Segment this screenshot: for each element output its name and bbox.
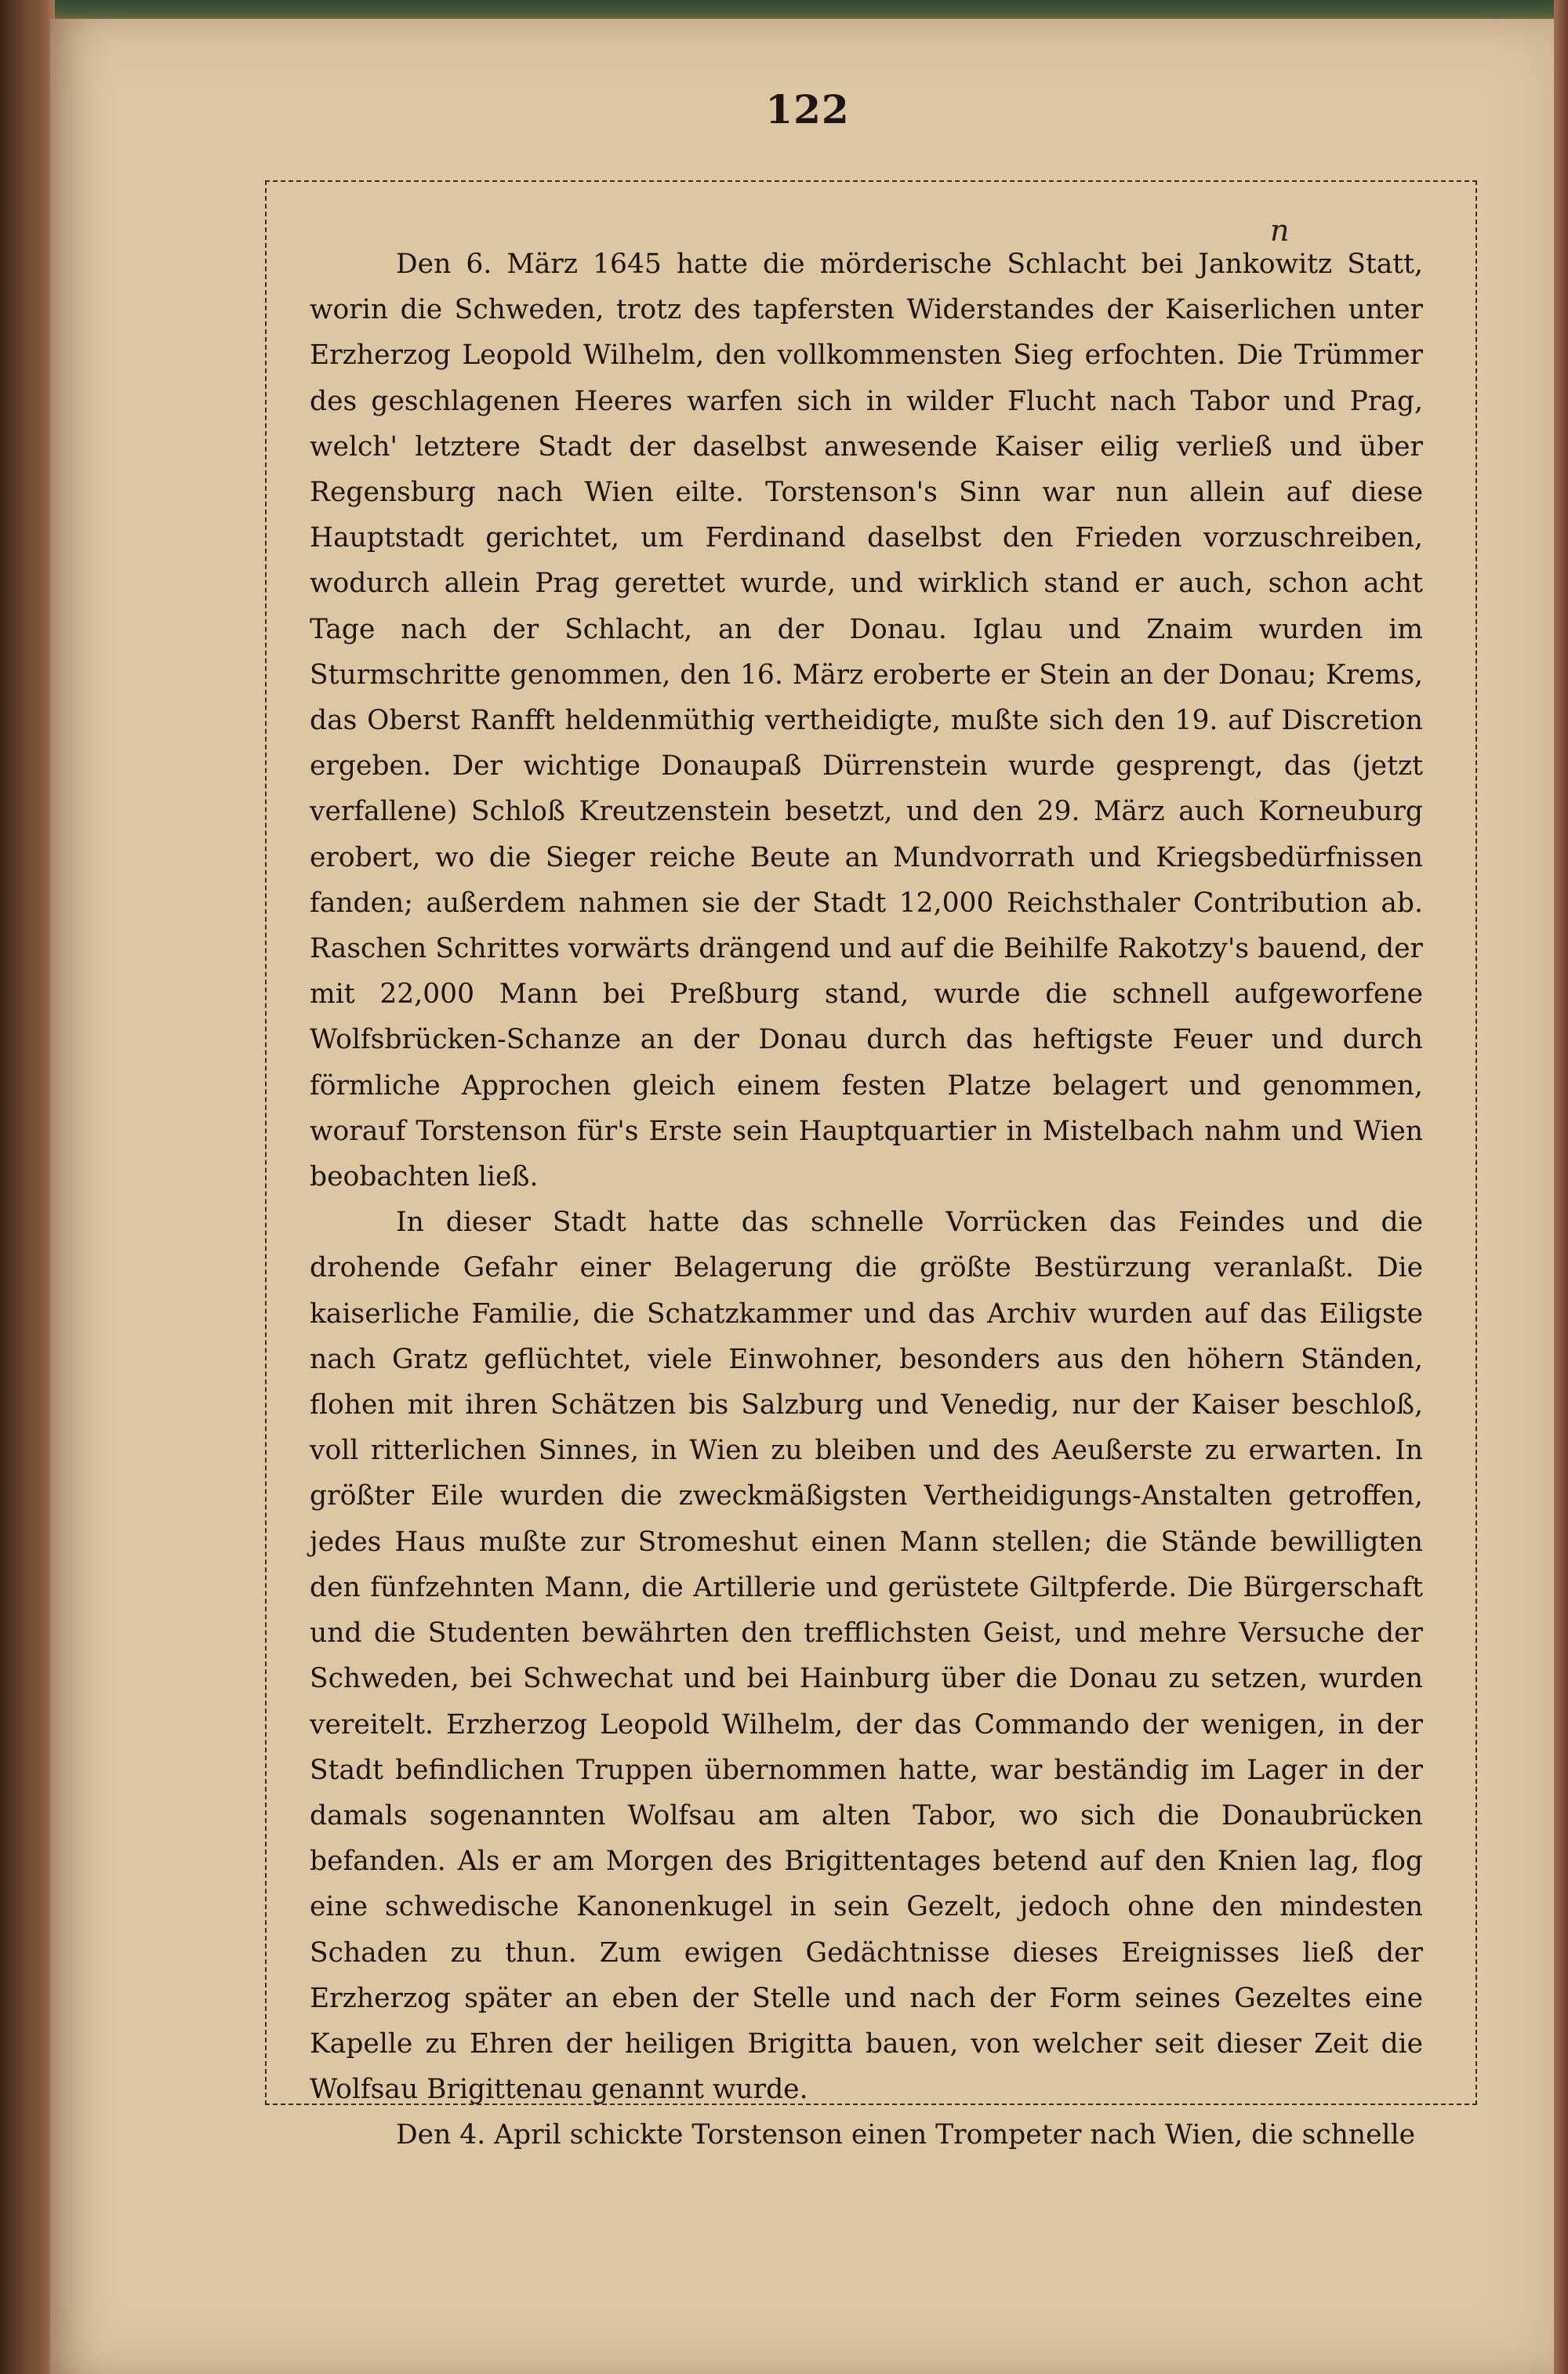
body-text — [310, 241, 1423, 2158]
paragraph-2: In dieser Stadt hatte das schnelle Vorrücken das Feindes und die drohende Gefahr einer Belagerung die größte Bestürzung veranlaßt. Die kaiserliche Familie, die Schatzkammer und das Archiv wurden auf das Eiligste nach Gratz geflüchtet, viele Einwohner, besonders aus den höhern Ständen, flohen mit ihren Schätzen bis Salzburg und Venedig, nur der Kaiser beschloß, voll ritterlichen Sinnes, in Wien zu bleiben und des Aeußerste zu erwarten. In größter Eile wurden die zweckmäßigsten Vertheidigungs-Anstalten getroffen, jedes Haus mußte zur Stromeshut einen Mann stellen; die Stände bewilligten den fünfzehnten Mann, die Artillerie und gerüstete Giltpferde. Die Bürgerschaft und die Studenten bewährten den trefflichsten Geist, und mehre Versuche der Schweden, bei Schwechat und bei Hainburg über die Donau zu setzen, wurden vereitelt. Erzherzog Leopold Wilhelm, der das Commando der wenigen, in der Stadt befindlichen Truppen übernommen hatte, war beständig im Lager in der damals sogenannten Wolfsau am alten Tabor, wo sich die Donaubrücken befanden. Als er am Morgen des Brigittentages betend auf den Knien lag, flog eine schwedische Kanonenkugel in sein Gezelt, jedoch ohne den mindesten Schaden zu thun. Zum ewigen Gedächtnisse dieses Ereignisses ließ der Erzherzog später an eben der Stelle und nach der Form seines Gezeltes eine Kapelle zu Ehren der heiligen Brigitta bauen, von welcher seit dieser Zeit die Wolfsau Brigittenau genannt wurde. — [310, 1207, 1423, 2106]
handwritten-correction: n — [1270, 213, 1290, 248]
page-number: 122 — [765, 86, 850, 132]
paragraph-1: Den 6. März 1645 hatte die mörderische Schlacht bei Jankowitz Statt, worin die Schweden, trotz des tapfersten Widerstandes der Kaiserlichen unter Erzherzog Leopold Wilhelm, den vollkommensten Sieg erfochten. Die Trümmer des geschlagenen Heeres warfen sich in wilder Flucht nach Tabor und Prag, welch' letztere Stadt der daselbst anwesende Kaiser eilig verließ und über Regensburg nach Wien eilte. Torstenson's Sinn war nun allein auf diese Hauptstadt gerichtet, um Ferdinand daselbst den Frieden vorzuschreiben, wodurch allein Prag gerettet wurde, und wirklich stand er auch, schon acht Tage nach der Schlacht, an der Donau. Iglau und Znaim wurden im Sturmschritte genommen, den 16. März eroberte er Stein an der Donau; Krems, das Oberst Ranfft heldenmüthig vertheidigte, mußte sich den 19. auf Discretion ergeben. Der wichtige Donaupaß Dürrenstein wurde gesprengt, das (jetzt verfallene) Schloß Kreutzenstein besetzt, und den 29. März auch Korneuburg erobert, wo die Sieger reiche Beute an Mundvorrath und Kriegsbedürfnissen fanden; außerdem nahmen sie der Stadt 12,000 Reichsthaler Contribution ab. Raschen Schrittes vorwärts drängend und auf die Beihilfe Rakotzy's bauend, der mit 22,000 Mann bei Preßburg stand, wurde die schnell aufgeworfene Wolfsbrücken-Schanze an der Donau durch das heftigste Feuer und durch förmliche Approchen gleich einem festen Platze belagert und genommen, worauf Torstenson für's Erste sein Hauptquartier in Mistelbach nahm und Wien beobachten ließ. — [310, 249, 1423, 1193]
book-binding-right — [1554, 0, 1568, 2374]
paragraph-3: Den 4. April schickte Torstenson einen Trompeter nach Wien, die schnelle — [396, 2119, 1416, 2151]
book-binding-left — [0, 0, 55, 2374]
